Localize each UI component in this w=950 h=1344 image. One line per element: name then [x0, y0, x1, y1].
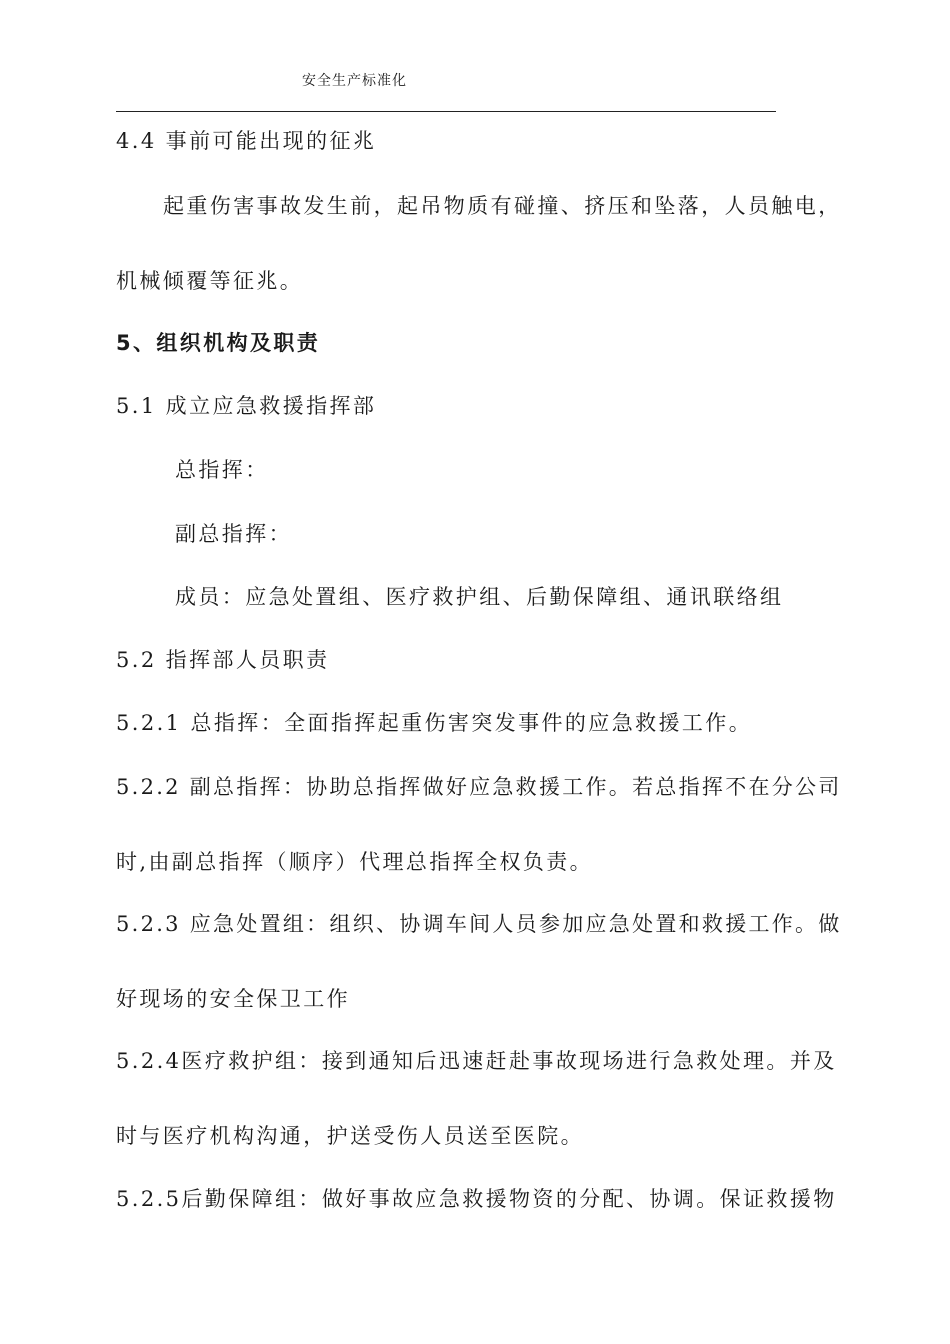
paragraph-line: 机械倾覆等征兆。	[116, 269, 304, 293]
duty-5-2-4-continued: 时与医疗机构沟通，护送受伤人员送至医院。	[116, 1124, 584, 1148]
paragraph-line: 起重伤害事故发生前，起吊物质有碰撞、挤压和坠落，人员触电，	[163, 194, 842, 218]
section-heading-5: 5、组织机构及职责	[116, 331, 321, 355]
members-line: 成员：应急处置组、医疗救护组、后勤保障组、通讯联络组	[175, 585, 784, 609]
section-heading-5-1: 5.1 成立应急救援指挥部	[116, 394, 377, 418]
duty-5-2-4: 5.2.4医疗救护组：接到通知后迅速赶赴事故现场进行急救处理。并及	[116, 1049, 837, 1073]
duty-5-2-3: 5.2.3 应急处置组：组织、协调车间人员参加应急处置和救援工作。做	[116, 912, 842, 936]
duty-5-2-2-continued: 时,由副总指挥（顺序）代理总指挥全权负责。	[116, 850, 594, 874]
section-heading-4-4: 4.4 事前可能出现的征兆	[116, 129, 377, 153]
section-heading-5-2: 5.2 指挥部人员职责	[116, 648, 330, 672]
header-divider	[116, 111, 776, 112]
duty-5-2-2: 5.2.2 副总指挥：协助总指挥做好应急救援工作。若总指挥不在分公司	[116, 775, 842, 799]
duty-5-2-5: 5.2.5后勤保障组：做好事故应急救援物资的分配、协调。保证救援物	[116, 1187, 837, 1211]
page-header-title: 安全生产标准化	[302, 73, 407, 89]
duty-5-2-1: 5.2.1 总指挥：全面指挥起重伤害突发事件的应急救援工作。	[116, 711, 753, 735]
commander-label: 总指挥：	[175, 458, 269, 482]
deputy-commander-label: 副总指挥：	[175, 522, 292, 546]
duty-5-2-3-continued: 好现场的安全保卫工作	[116, 987, 350, 1011]
